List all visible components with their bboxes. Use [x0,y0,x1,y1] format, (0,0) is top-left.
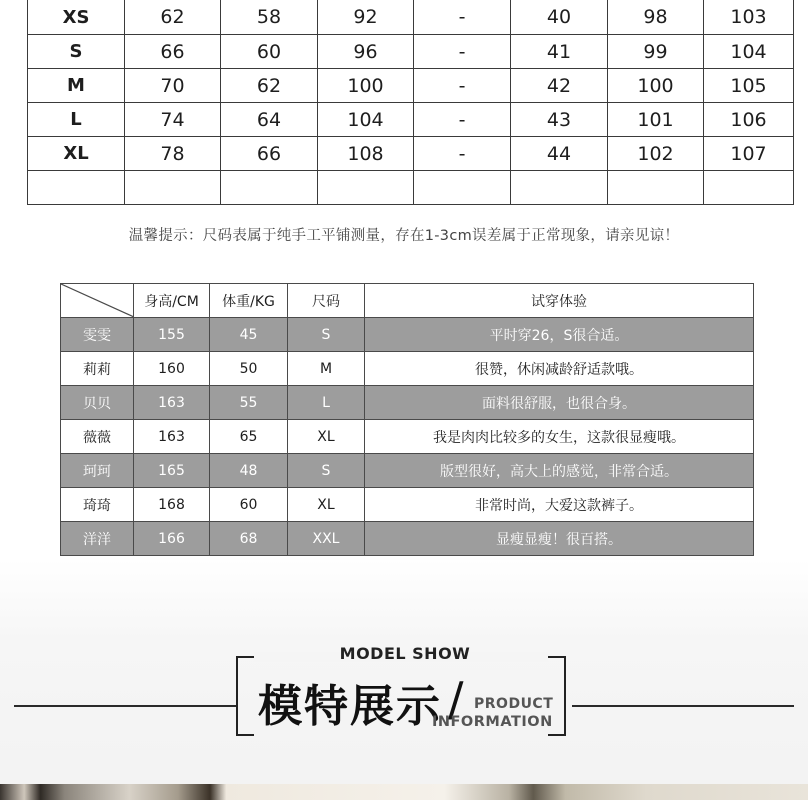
model-size: L [288,386,365,420]
model-weight: 55 [210,386,288,420]
size-cell: 103 [704,0,794,35]
model-photo-preview [0,784,808,800]
model-name: 贝贝 [61,386,134,420]
size-cell: 44 [511,137,608,171]
size-cell: 62 [221,69,318,103]
size-cell: 58 [221,0,318,35]
model-weight: 45 [210,318,288,352]
empty-cell [28,171,125,205]
model-weight: 65 [210,420,288,454]
header-size: 尺码 [288,284,365,318]
size-cell: 98 [608,0,704,35]
try-on-row [61,318,754,352]
header-height: 身高/CM [134,284,210,318]
size-cell: 62 [125,0,221,35]
try-on-row [61,420,754,454]
size-cell: 104 [704,35,794,69]
model-weight: 50 [210,352,288,386]
size-cell: 66 [125,35,221,69]
model-size: XXL [288,522,365,556]
model-height: 166 [134,522,210,556]
size-cell: 42 [511,69,608,103]
size-label: S [28,35,125,69]
product-label: PRODUCT [474,696,554,712]
measurement-tip: 温馨提示：尺码表属于纯手工平铺测量，存在1-3cm误差属于正常现象，请亲见谅！ [128,228,680,244]
size-cell: - [414,0,511,35]
size-cell: 43 [511,103,608,137]
model-size: XL [288,488,365,522]
size-cell: 70 [125,69,221,103]
model-size: S [288,454,365,488]
model-show-english-title: MODEL SHOW [339,644,471,663]
model-experience: 平时穿26，S很合适。 [365,318,754,352]
size-cell: 78 [125,137,221,171]
model-height: 160 [134,352,210,386]
empty-cell [125,171,221,205]
size-cell: 74 [125,103,221,137]
model-height: 163 [134,386,210,420]
model-weight: 60 [210,488,288,522]
empty-cell [318,171,414,205]
banner-bracket-left [236,656,254,736]
try-on-row [61,454,754,488]
empty-cell [608,171,704,205]
header-experience: 试穿体验 [365,284,754,318]
size-cell: 100 [608,69,704,103]
model-weight: 68 [210,522,288,556]
information-label: INFORMATION [432,714,553,730]
size-chart-table [27,0,794,205]
size-cell: 99 [608,35,704,69]
model-weight: 48 [210,454,288,488]
size-cell: 60 [221,35,318,69]
try-on-row [61,386,754,420]
empty-cell [414,171,511,205]
diagonal-corner-cell [61,284,134,318]
size-cell: 108 [318,137,414,171]
size-cell: 40 [511,0,608,35]
size-row-xs [28,0,794,35]
size-row-empty [28,171,794,205]
model-experience: 版型很好，高大上的感觉，非常合适。 [365,454,754,488]
diagonal-line [61,284,134,317]
size-label: M [28,69,125,103]
model-experience: 面料很舒服，也很合身。 [365,386,754,420]
size-cell: 101 [608,103,704,137]
model-size: S [288,318,365,352]
empty-cell [704,171,794,205]
size-cell: 41 [511,35,608,69]
title-slash: / [448,672,464,726]
empty-cell [511,171,608,205]
header-weight: 体重/KG [210,284,288,318]
size-label: L [28,103,125,137]
try-on-header-row [61,284,754,318]
size-cell: 100 [318,69,414,103]
empty-cell [221,171,318,205]
model-name: 洋洋 [61,522,134,556]
size-label: XL [28,137,125,171]
size-row-l [28,103,794,137]
model-height: 155 [134,318,210,352]
size-cell: 96 [318,35,414,69]
size-cell: 106 [704,103,794,137]
size-cell: - [414,137,511,171]
model-size: XL [288,420,365,454]
banner-divider-left [14,705,236,707]
model-experience: 非常时尚，大爱这款裤子。 [365,488,754,522]
size-row-xl [28,137,794,171]
model-name: 雯雯 [61,318,134,352]
model-name: 薇薇 [61,420,134,454]
model-show-chinese-title: 模特展示 [258,681,442,732]
banner-divider-right [572,705,794,707]
size-cell: 102 [608,137,704,171]
size-row-s [28,35,794,69]
model-experience: 很赞，休闲减龄舒适款哦。 [365,352,754,386]
model-height: 165 [134,454,210,488]
model-size: M [288,352,365,386]
size-cell: 64 [221,103,318,137]
size-row-m [28,69,794,103]
try-on-row [61,488,754,522]
size-cell: 104 [318,103,414,137]
model-height: 168 [134,488,210,522]
model-experience: 我是肉肉比较多的女生，这款很显瘦哦。 [365,420,754,454]
size-cell: - [414,35,511,69]
size-cell: - [414,69,511,103]
size-cell: 107 [704,137,794,171]
size-cell: - [414,103,511,137]
size-label: XS [28,0,125,35]
try-on-table [60,283,754,556]
size-cell: 105 [704,69,794,103]
model-name: 珂珂 [61,454,134,488]
try-on-row [61,352,754,386]
try-on-row [61,522,754,556]
size-cell: 92 [318,0,414,35]
model-name: 琦琦 [61,488,134,522]
size-cell: 66 [221,137,318,171]
model-experience: 显瘦显瘦！很百搭。 [365,522,754,556]
model-name: 莉莉 [61,352,134,386]
model-height: 163 [134,420,210,454]
